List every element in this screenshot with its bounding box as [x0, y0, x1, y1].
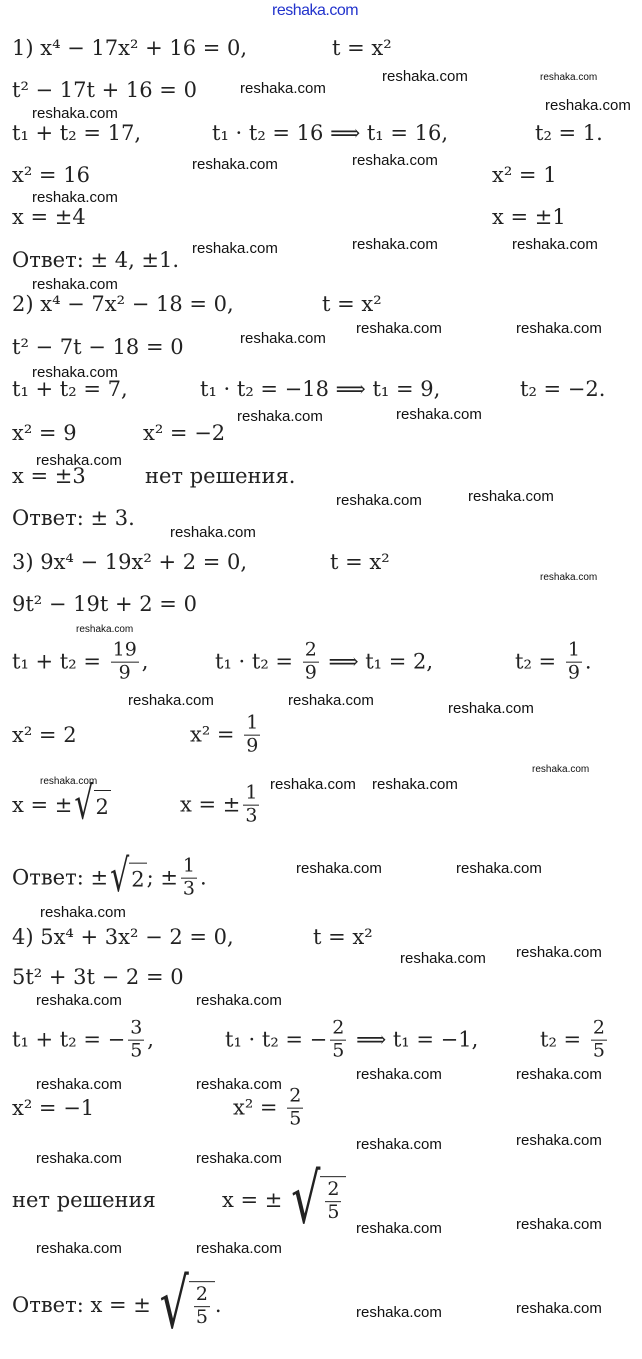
math-text: нет решения. [145, 464, 296, 488]
math-text: 2) x⁴ − 7x² − 18 = 0, [12, 292, 234, 316]
equation-line [12, 1018, 154, 1063]
math-text: x² = 16 [12, 163, 90, 187]
fraction-denominator: 5 [130, 1039, 143, 1062]
square-root [74, 778, 111, 831]
equation-line [12, 1188, 156, 1212]
fraction-numerator: 3 [130, 1016, 143, 1039]
math-text: x = ±4 [12, 205, 86, 229]
watermark-text: reshaka.com [516, 1066, 602, 1083]
fraction-denominator: 3 [182, 877, 196, 900]
math-text: x = ± [222, 1188, 290, 1212]
watermark-text: reshaka.com [36, 452, 122, 469]
watermark-text: reshaka.com [352, 152, 438, 169]
equation-line [225, 1018, 478, 1063]
equation-line [12, 851, 207, 904]
math-text: 2 [131, 867, 145, 892]
watermark-text: reshaka.com [36, 992, 122, 1009]
watermark-text: reshaka.com [516, 1216, 602, 1233]
watermark-text: reshaka.com [468, 488, 554, 505]
math-text: Ответ: x = ± [12, 1293, 158, 1317]
watermark-text: reshaka.com [196, 1150, 282, 1167]
equation-line [143, 421, 225, 445]
math-text: t₁ + t₂ = − [12, 1028, 126, 1052]
watermark-text: reshaka.com [76, 624, 134, 635]
equation-line [332, 36, 392, 60]
fraction [303, 640, 319, 685]
fraction [244, 713, 260, 758]
equation-line [12, 592, 197, 616]
watermark-text: reshaka.com [196, 1240, 282, 1257]
radicand [189, 1281, 215, 1329]
watermark-text: reshaka.com [356, 1136, 442, 1153]
fraction-denominator: 9 [567, 661, 580, 684]
math-text: t₁ · t₂ = [215, 650, 300, 674]
fraction-denominator: 9 [246, 734, 259, 757]
radical-sign-icon: √ [74, 778, 94, 831]
math-text: t = x² [332, 36, 392, 60]
fraction-numerator: 1 [182, 854, 196, 877]
watermark-text: reshaka.com [516, 320, 602, 337]
math-text: 1) x⁴ − 17x² + 16 = 0, [12, 36, 248, 60]
equation-line [190, 713, 263, 758]
fraction [111, 640, 139, 685]
equation-line [12, 78, 197, 102]
fraction-numerator: 1 [567, 638, 580, 661]
watermark-text: reshaka.com [352, 236, 438, 253]
equation-line [215, 640, 433, 685]
watermark-text: reshaka.com [192, 240, 278, 257]
header-watermark[interactable]: reshaka.com [272, 2, 359, 19]
equation-line [12, 36, 247, 60]
math-text: t₂ = [515, 650, 563, 674]
math-text: t₁ · t₂ = − [225, 1028, 328, 1052]
math-text: ⟹ t₁ = 2, [321, 650, 434, 674]
math-text: t₁ + t₂ = [12, 650, 108, 674]
fraction-denominator: 5 [327, 1201, 340, 1223]
math-text: t₁ · t₂ = 16 ⟹ t₁ = 16, [212, 121, 449, 145]
equation-line [12, 248, 179, 272]
equation-line [12, 163, 90, 187]
equation-line [12, 1096, 94, 1120]
watermark-text: reshaka.com [448, 700, 534, 717]
watermark-text: reshaka.com [456, 860, 542, 877]
equation-line [200, 377, 440, 401]
fraction-denominator: 9 [118, 661, 131, 684]
fraction-numerator: 2 [332, 1016, 345, 1039]
math-text: x = ± [12, 793, 73, 817]
math-text: t = x² [313, 925, 373, 949]
radical-sign-icon: √ [291, 1158, 321, 1240]
math-text: t² − 17t + 16 = 0 [12, 78, 197, 102]
equation-line [12, 1263, 222, 1345]
watermark-text: reshaka.com [516, 1132, 602, 1149]
equation-line [180, 783, 262, 828]
watermark-text: reshaka.com [396, 406, 482, 423]
equation-line [540, 1018, 610, 1063]
watermark-text: reshaka.com [336, 492, 422, 509]
equation-line [12, 925, 234, 949]
math-text: t² − 7t − 18 = 0 [12, 335, 184, 359]
watermark-text: reshaka.com [270, 776, 356, 793]
equation-line [212, 121, 448, 145]
fraction-denominator: 9 [304, 661, 317, 684]
equation-line [322, 292, 382, 316]
equation-line [222, 1158, 346, 1240]
watermark-text: reshaka.com [516, 944, 602, 961]
watermark-text: reshaka.com [382, 68, 468, 85]
radicand [94, 790, 111, 820]
fraction [194, 1284, 210, 1329]
equation-line [12, 640, 148, 685]
fraction [287, 1086, 303, 1131]
fraction-numerator: 2 [592, 1016, 605, 1039]
math-text: x² = [233, 1096, 285, 1120]
math-text: t₂ = −2. [520, 377, 606, 401]
fraction [566, 640, 582, 685]
radicand [129, 863, 146, 893]
math-text: t = x² [322, 292, 382, 316]
math-text: , [141, 650, 149, 674]
math-text: ; ± [146, 866, 178, 890]
radical-sign-icon: √ [110, 851, 130, 904]
watermark-text: reshaka.com [36, 1076, 122, 1093]
watermark-text: reshaka.com [516, 1300, 602, 1317]
equation-line [12, 723, 77, 747]
watermark-text: reshaka.com [40, 904, 126, 921]
math-text: t₂ = [540, 1028, 588, 1052]
fraction-numerator: 1 [245, 781, 258, 804]
watermark-text: reshaka.com [356, 320, 442, 337]
square-root [291, 1158, 346, 1240]
math-text: 2 [95, 794, 109, 819]
equation-line [12, 205, 86, 229]
math-text: t₁ · t₂ = −18 ⟹ t₁ = 9, [200, 377, 441, 401]
watermark-text: reshaka.com [356, 1220, 442, 1237]
watermark-text: reshaka.com [128, 692, 214, 709]
fraction [330, 1018, 346, 1063]
radical-sign-icon: √ [159, 1263, 189, 1345]
math-text: t₂ = 1. [535, 121, 603, 145]
watermark-text: reshaka.com [36, 1240, 122, 1257]
fraction [325, 1179, 341, 1224]
fraction-numerator: 19 [112, 638, 137, 661]
math-text: x² = −1 [12, 1096, 95, 1120]
math-text: t₁ + t₂ = 7, [12, 377, 128, 401]
watermark-text: reshaka.com [288, 692, 374, 709]
watermark-text: reshaka.com [32, 276, 118, 293]
math-text: x² = 2 [12, 723, 77, 747]
watermark-text: reshaka.com [240, 80, 326, 97]
fraction-numerator: 1 [246, 711, 259, 734]
watermark-text: reshaka.com [532, 764, 590, 775]
math-text: x = ±1 [492, 205, 566, 229]
fraction-denominator: 5 [195, 1306, 208, 1328]
watermark-text: reshaka.com [545, 97, 631, 114]
math-text: Ответ: ± [12, 866, 109, 890]
math-text: . [214, 1293, 222, 1317]
watermark-text: reshaka.com [356, 1066, 442, 1083]
math-text: x² = −2 [143, 421, 226, 445]
fraction-numerator: 2 [327, 1178, 340, 1201]
watermark-text: reshaka.com [192, 156, 278, 173]
equation-line [330, 550, 390, 574]
equation-line [12, 550, 247, 574]
math-text: нет решения [12, 1188, 156, 1212]
math-text: t = x² [330, 550, 390, 574]
watermark-text: reshaka.com [540, 572, 598, 583]
watermark-text: reshaka.com [40, 776, 98, 787]
radicand [320, 1176, 346, 1224]
math-text: x² = [190, 723, 242, 747]
fraction [128, 1018, 144, 1063]
equation-line [12, 292, 234, 316]
equation-line [515, 640, 592, 685]
equation-line [12, 335, 184, 359]
watermark-text: reshaka.com [356, 1304, 442, 1321]
equation-line [12, 421, 77, 445]
square-root [110, 851, 147, 904]
math-text: 3) 9x⁴ − 19x² + 2 = 0, [12, 550, 248, 574]
math-text: x = ±3 [12, 464, 86, 488]
watermark-text: reshaka.com [372, 776, 458, 793]
fraction-denominator: 5 [332, 1039, 345, 1062]
fraction-denominator: 5 [592, 1039, 605, 1062]
math-text: 5t² + 3t − 2 = 0 [12, 965, 184, 989]
math-text: x = ± [180, 793, 241, 817]
fraction-denominator: 3 [245, 804, 258, 827]
equation-line [492, 205, 566, 229]
equation-line [12, 506, 135, 530]
equation-line [12, 965, 184, 989]
fraction-numerator: 2 [289, 1084, 302, 1107]
math-text: Ответ: ± 4, ±1. [12, 248, 180, 272]
watermark-text: reshaka.com [170, 524, 256, 541]
math-text: x² = 9 [12, 421, 77, 445]
math-text: Ответ: ± 3. [12, 506, 135, 530]
watermark-text: reshaka.com [196, 1076, 282, 1093]
fraction-numerator: 2 [195, 1283, 208, 1306]
math-text: , [147, 1028, 154, 1052]
math-text: 4) 5x⁴ + 3x² − 2 = 0, [12, 925, 234, 949]
watermark-text: reshaka.com [237, 408, 323, 425]
watermark-text: reshaka.com [512, 236, 598, 253]
square-root [159, 1263, 215, 1345]
math-text: t₁ + t₂ = 17, [12, 121, 142, 145]
watermark-text: reshaka.com [240, 330, 326, 347]
watermark-text: reshaka.com [196, 992, 282, 1009]
watermark-text: reshaka.com [540, 72, 598, 83]
fraction [181, 856, 197, 901]
watermark-text: reshaka.com [32, 364, 118, 381]
math-text: ⟹ t₁ = −1, [349, 1028, 479, 1052]
fraction-numerator: 2 [304, 638, 317, 661]
watermark-text: reshaka.com [36, 1150, 122, 1167]
watermark-text: reshaka.com [296, 860, 382, 877]
fraction [591, 1018, 607, 1063]
math-text: 9t² − 19t + 2 = 0 [12, 592, 197, 616]
fraction-denominator: 5 [289, 1107, 302, 1130]
math-text: . [584, 650, 592, 674]
equation-line [313, 925, 373, 949]
watermark-text: reshaka.com [32, 189, 118, 206]
watermark-text: reshaka.com [32, 105, 118, 122]
equation-line [492, 163, 557, 187]
equation-line [12, 121, 141, 145]
equation-line [520, 377, 605, 401]
math-text: x² = 1 [492, 163, 557, 187]
equation-line [145, 464, 295, 488]
math-text: . [200, 866, 207, 890]
watermark-text: reshaka.com [400, 950, 486, 967]
fraction [243, 783, 259, 828]
equation-line [535, 121, 603, 145]
